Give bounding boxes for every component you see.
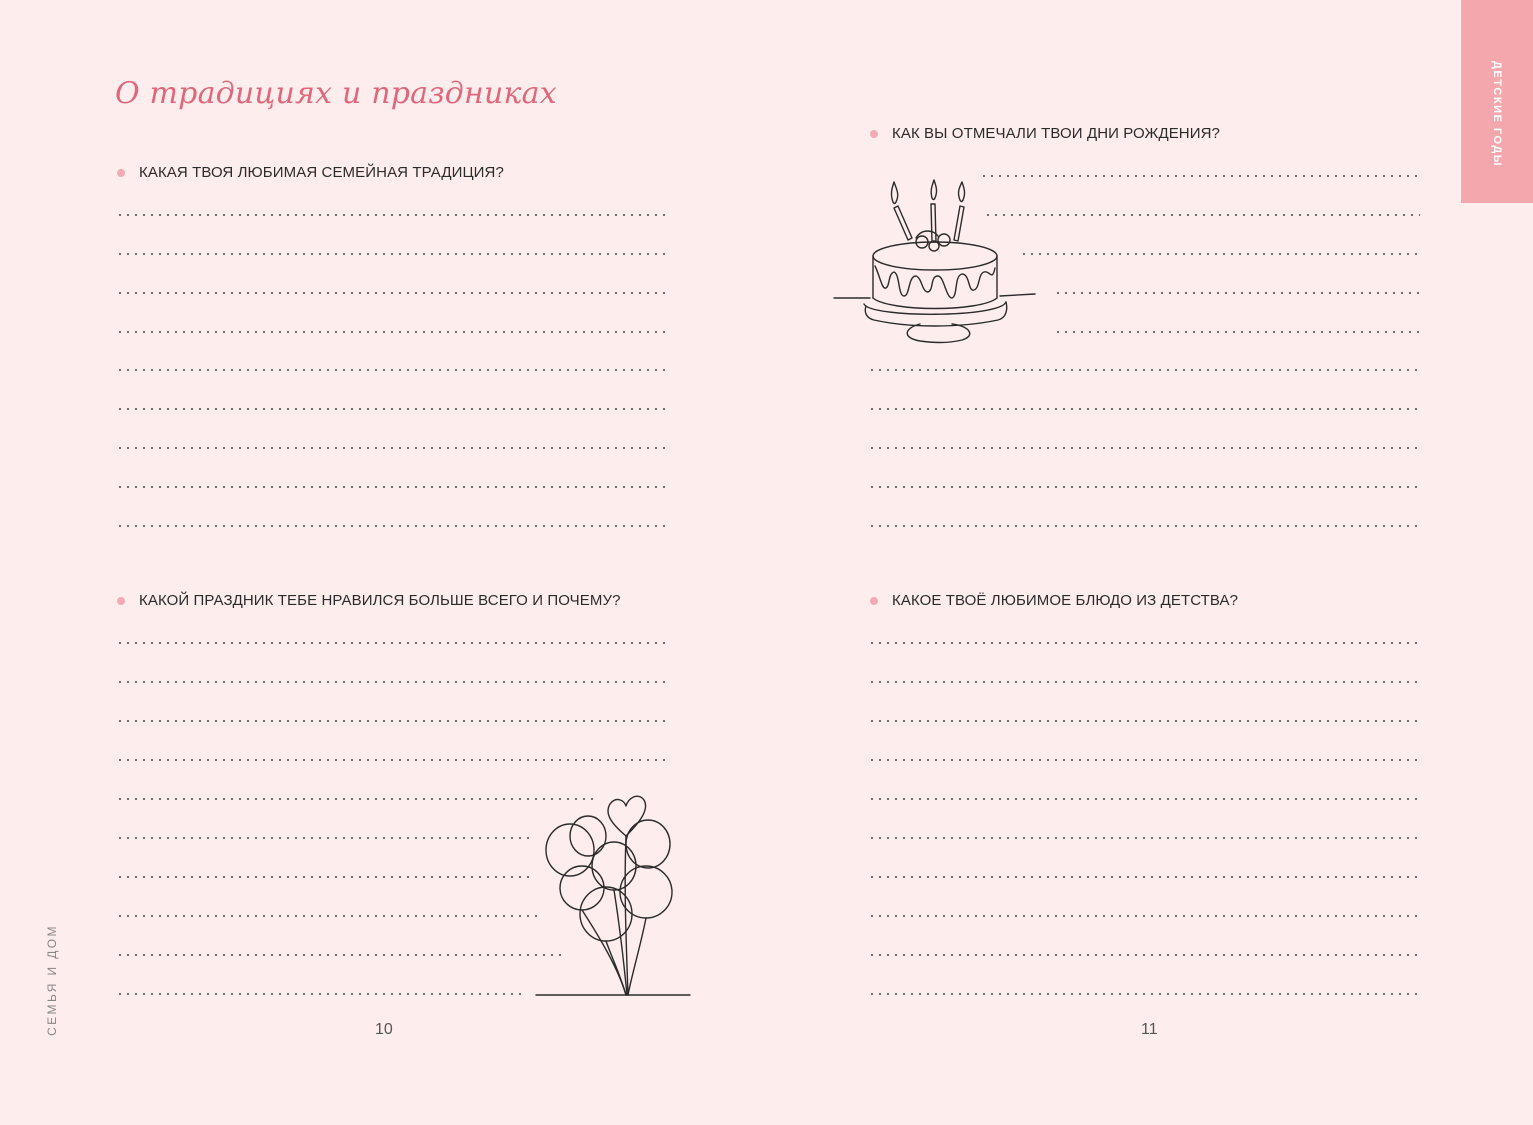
answer-line[interactable] bbox=[116, 642, 668, 644]
answer-line[interactable] bbox=[984, 214, 1420, 216]
answer-line[interactable] bbox=[868, 681, 1420, 683]
answer-line[interactable] bbox=[116, 253, 668, 255]
answer-line[interactable] bbox=[868, 993, 1420, 995]
page-number-left: 10 bbox=[375, 1021, 393, 1038]
answer-line[interactable] bbox=[116, 993, 524, 995]
answer-line[interactable] bbox=[980, 175, 1420, 177]
question-text: КАК ВЫ ОТМЕЧАЛИ ТВОИ ДНИ РОЖДЕНИЯ? bbox=[892, 125, 1220, 142]
answer-line[interactable] bbox=[868, 408, 1420, 410]
answer-line[interactable] bbox=[116, 525, 668, 527]
answer-line[interactable] bbox=[116, 292, 668, 294]
answer-line[interactable] bbox=[116, 759, 668, 761]
balloons-icon bbox=[530, 788, 700, 1003]
answer-line[interactable] bbox=[868, 798, 1420, 800]
answer-line[interactable] bbox=[116, 214, 668, 216]
bullet-icon bbox=[870, 130, 878, 138]
answer-line[interactable] bbox=[1054, 292, 1420, 294]
answer-line[interactable] bbox=[116, 447, 668, 449]
answer-line[interactable] bbox=[868, 876, 1420, 878]
answer-line[interactable] bbox=[1020, 253, 1420, 255]
answer-line[interactable] bbox=[868, 486, 1420, 488]
question-birthdays bbox=[870, 125, 1220, 142]
answer-line[interactable] bbox=[868, 369, 1420, 371]
answer-line[interactable] bbox=[868, 837, 1420, 839]
question-favorite-holiday bbox=[117, 592, 621, 609]
question-favorite-dish bbox=[870, 592, 1238, 609]
question-text: КАКОЕ ТВОЁ ЛЮБИМОЕ БЛЮДО ИЗ ДЕТСТВА? bbox=[892, 592, 1239, 609]
answer-line[interactable] bbox=[868, 642, 1420, 644]
bullet-icon bbox=[117, 597, 125, 605]
answer-line[interactable] bbox=[116, 798, 596, 800]
answer-line[interactable] bbox=[116, 915, 540, 917]
answer-line[interactable] bbox=[116, 681, 668, 683]
page-title: О традициях и праздниках bbox=[115, 76, 557, 111]
answer-line[interactable] bbox=[868, 915, 1420, 917]
book-spine-label: СЕМЬЯ И ДОМ bbox=[45, 924, 59, 1036]
answer-line[interactable] bbox=[116, 954, 564, 956]
answer-line[interactable] bbox=[868, 954, 1420, 956]
bullet-icon bbox=[870, 597, 878, 605]
answer-line[interactable] bbox=[116, 331, 668, 333]
bullet-icon bbox=[117, 169, 125, 177]
answer-line[interactable] bbox=[868, 720, 1420, 722]
question-text: КАКОЙ ПРАЗДНИК ТЕБЕ НРАВИЛСЯ БОЛЬШЕ ВСЕГО И ПОЧЕМУ? bbox=[139, 592, 621, 609]
question-text: КАКАЯ ТВОЯ ЛЮБИМАЯ СЕМЕЙНАЯ ТРАДИЦИЯ? bbox=[139, 164, 504, 181]
question-favorite-tradition bbox=[117, 164, 504, 181]
answer-line[interactable] bbox=[116, 369, 668, 371]
birthday-cake-icon bbox=[830, 178, 1040, 348]
answer-line[interactable] bbox=[116, 486, 668, 488]
answer-line[interactable] bbox=[868, 525, 1420, 527]
answer-line[interactable] bbox=[116, 876, 532, 878]
answer-line[interactable] bbox=[868, 447, 1420, 449]
answer-line[interactable] bbox=[1054, 331, 1420, 333]
section-tab-label: ДЕТСКИЕ ГОДЫ bbox=[1491, 61, 1503, 167]
page-number-right: 11 bbox=[1141, 1021, 1158, 1038]
answer-line[interactable] bbox=[116, 408, 668, 410]
answer-line[interactable] bbox=[116, 720, 668, 722]
answer-line[interactable] bbox=[116, 837, 532, 839]
answer-line[interactable] bbox=[868, 759, 1420, 761]
